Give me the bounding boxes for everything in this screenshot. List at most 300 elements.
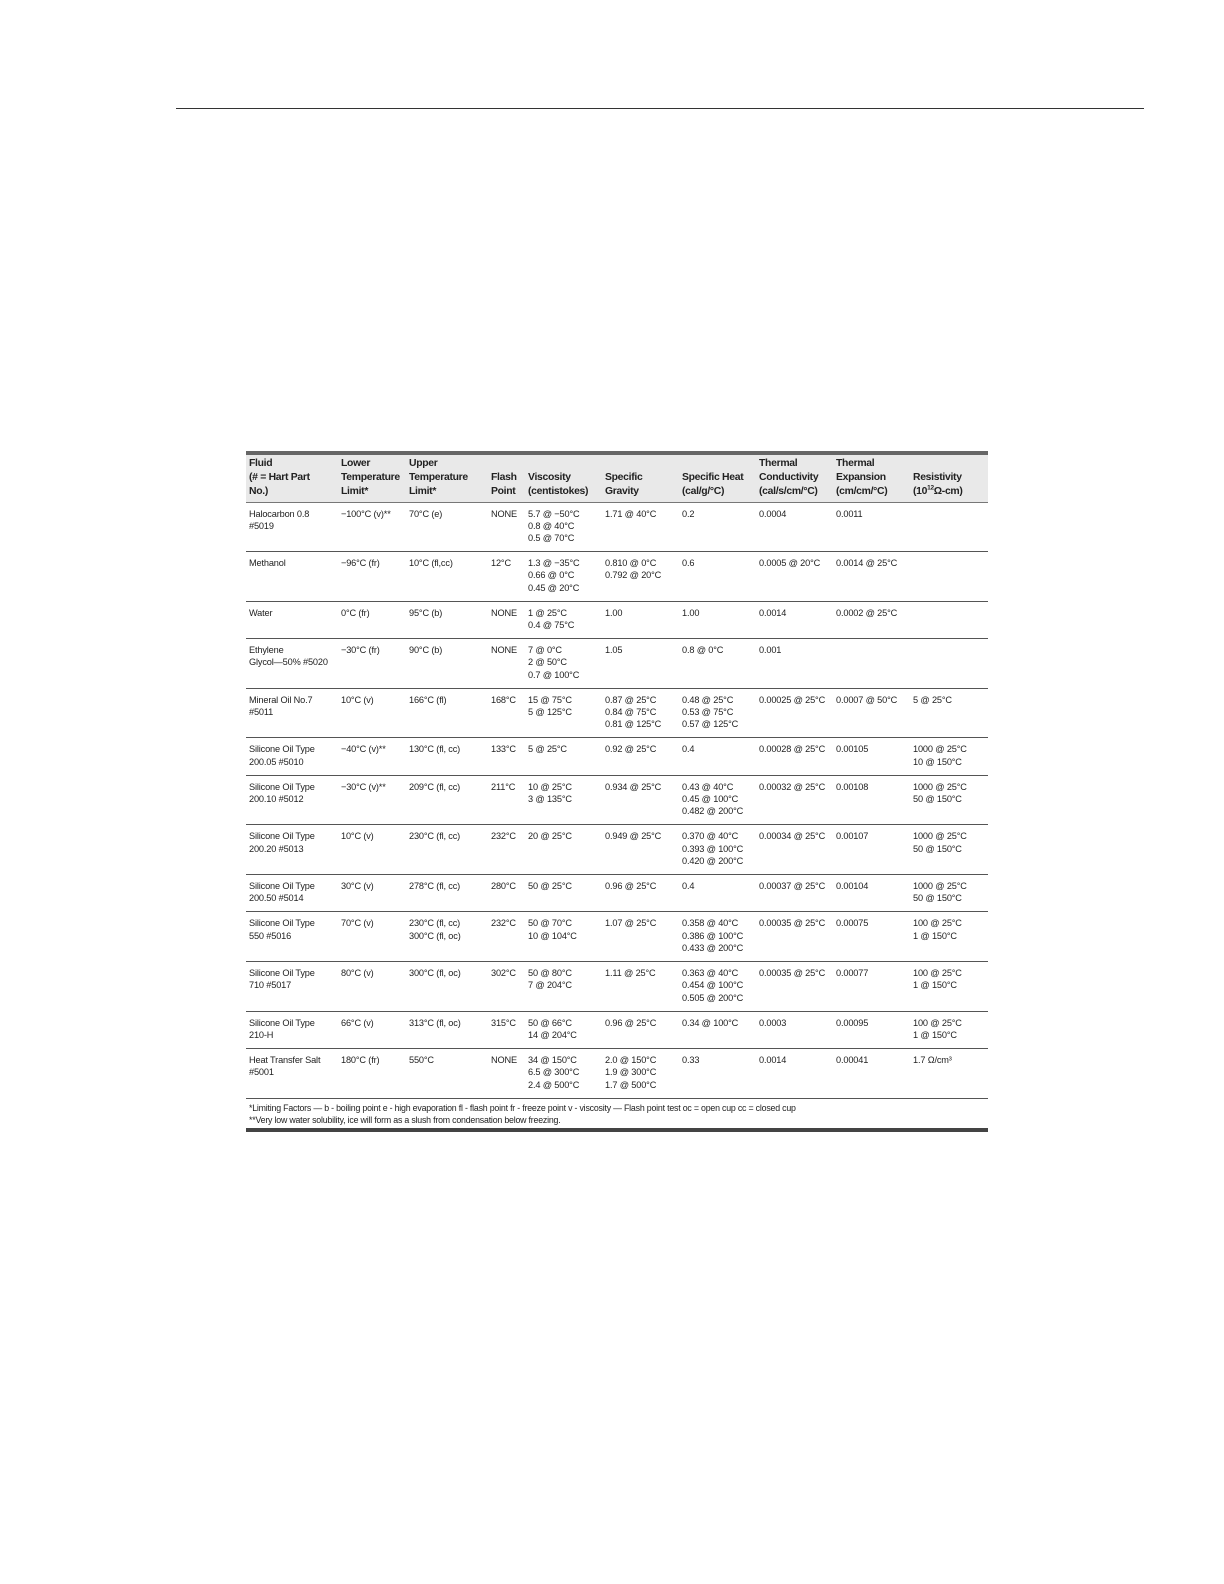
cell-viscosity [525, 962, 602, 1012]
cell-specific-heat [679, 502, 756, 552]
cell-line: Water [249, 607, 273, 618]
cell-upper-limit [406, 775, 488, 825]
column-header-specific-heat: Specific Heat (cal/g/°C) [679, 455, 756, 502]
cell-line: 7 @ 0°C [528, 645, 562, 656]
cell-line: 1000 @ 25°C [913, 781, 967, 792]
cell-viscosity [525, 601, 602, 638]
cell-line: 0.0007 @ 50°C [836, 694, 898, 705]
cell-resistivity [910, 1011, 988, 1048]
cell-line: 0°C (fr) [341, 607, 370, 618]
cell-thermal-expansion [833, 601, 910, 638]
cell-line: #5019 [249, 520, 274, 531]
cell-line: 1.3 @ −35°C [528, 558, 580, 569]
cell-flash-point [488, 688, 525, 738]
cell-line: 0.00034 @ 25°C [759, 831, 826, 842]
cell-line: 133°C [491, 744, 516, 755]
table-row [246, 1049, 988, 1099]
cell-line: 0.0014 [759, 607, 787, 618]
cell-thermal-conductivity [756, 552, 833, 602]
cell-line: 0.8 @ 0°C [682, 645, 724, 656]
cell-line: 14 @ 204°C [528, 1029, 577, 1040]
cell-resistivity [910, 912, 988, 962]
cell-thermal-conductivity [756, 912, 833, 962]
cell-fluid [246, 962, 338, 1012]
cell-specific-gravity [602, 639, 679, 689]
cell-line: 0.00035 @ 25°C [759, 968, 826, 979]
cell-flash-point [488, 962, 525, 1012]
cell-line: 1.00 [605, 607, 623, 618]
cell-flash-point [488, 775, 525, 825]
cell-specific-heat [679, 825, 756, 875]
cell-lower-limit [338, 601, 406, 638]
cell-line: 1.71 @ 40°C [605, 508, 657, 519]
cell-line: 0.934 @ 25°C [605, 781, 662, 792]
cell-line: 0.001 [759, 645, 782, 656]
cell-lower-limit [338, 912, 406, 962]
cell-fluid [246, 738, 338, 775]
cell-specific-gravity [602, 502, 679, 552]
cell-line: 50 @ 80°C [528, 968, 572, 979]
cell-thermal-conductivity [756, 962, 833, 1012]
cell-fluid [246, 825, 338, 875]
cell-line: 0.00028 @ 25°C [759, 744, 826, 755]
cell-flash-point [488, 502, 525, 552]
cell-flash-point [488, 738, 525, 775]
cell-line: 168°C [491, 694, 516, 705]
cell-line: 5 @ 25°C [913, 694, 952, 705]
cell-line: 0.0014 [759, 1055, 787, 1066]
cell-line: 0.810 @ 0°C [605, 558, 657, 569]
cell-line: 2.0 @ 150°C [605, 1055, 657, 1066]
cell-line: Silicone Oil Type [249, 831, 315, 842]
cell-specific-heat [679, 639, 756, 689]
cell-fluid [246, 912, 338, 962]
cell-line: 200.50 #5014 [249, 893, 304, 904]
cell-line: Silicone Oil Type [249, 781, 315, 792]
cell-line: 0.4 @ 75°C [528, 620, 575, 631]
cell-line: 0.433 @ 200°C [682, 942, 744, 953]
cell-line: 550°C [409, 1055, 434, 1066]
cell-line: 1 @ 150°C [913, 930, 957, 941]
cell-viscosity [525, 912, 602, 962]
cell-line: 232°C [491, 831, 516, 842]
cell-line: 0.00077 [836, 968, 869, 979]
cell-line: −30°C (v)** [341, 781, 386, 792]
cell-line: 200.20 #5013 [249, 843, 304, 854]
cell-resistivity [910, 875, 988, 912]
cell-line: 1.07 @ 25°C [605, 918, 657, 929]
fluid-properties-table [246, 455, 988, 1099]
cell-fluid [246, 875, 338, 912]
cell-specific-heat [679, 775, 756, 825]
cell-line: 0.33 [682, 1055, 700, 1066]
cell-line: 1 @ 25°C [528, 607, 567, 618]
cell-line: 10 @ 104°C [528, 930, 577, 941]
cell-line: 550 #5016 [249, 930, 292, 941]
column-header-viscosity: Viscosity (centistokes) [525, 455, 602, 502]
cell-specific-gravity [602, 825, 679, 875]
column-header-lower-temperature-limit: Lower Temperature Limit* [338, 455, 406, 502]
cell-line: 15 @ 75°C [528, 694, 572, 705]
cell-specific-gravity [602, 738, 679, 775]
cell-line: 0.0014 @ 25°C [836, 558, 898, 569]
cell-line: 50 @ 66°C [528, 1017, 572, 1028]
cell-line: 0.4 [682, 744, 695, 755]
cell-line: 1.00 [682, 607, 700, 618]
cell-upper-limit [406, 825, 488, 875]
column-header-fluid: Fluid (# = Hart Part No.) [246, 455, 338, 502]
cell-upper-limit [406, 875, 488, 912]
cell-upper-limit [406, 1049, 488, 1099]
cell-line: NONE [491, 1055, 517, 1066]
cell-flash-point [488, 912, 525, 962]
cell-line: 0.370 @ 40°C [682, 831, 739, 842]
cell-line: 200.10 #5012 [249, 794, 304, 805]
cell-viscosity [525, 825, 602, 875]
table-row [246, 825, 988, 875]
cell-line: 90°C (b) [409, 645, 443, 656]
cell-line: Silicone Oil Type [249, 881, 315, 892]
cell-line: 230°C (fl, cc) [409, 918, 461, 929]
cell-flash-point [488, 825, 525, 875]
cell-line: 0.66 @ 0°C [528, 570, 575, 581]
cell-fluid [246, 639, 338, 689]
cell-line: 0.57 @ 125°C [682, 719, 739, 730]
cell-line: 7 @ 204°C [528, 980, 572, 991]
cell-line: 315°C [491, 1017, 516, 1028]
cell-viscosity [525, 1011, 602, 1048]
cell-specific-gravity [602, 775, 679, 825]
header-rule [176, 108, 1144, 109]
fluid-properties-table-block [246, 451, 988, 1132]
cell-thermal-expansion [833, 688, 910, 738]
cell-line: 50 @ 25°C [528, 881, 572, 892]
cell-line: 3 @ 135°C [528, 794, 572, 805]
cell-line: 0.48 @ 25°C [682, 694, 734, 705]
cell-line: 20 @ 25°C [528, 831, 572, 842]
cell-specific-heat [679, 875, 756, 912]
cell-line: 5.7 @ −50°C [528, 508, 580, 519]
cell-line: 0.53 @ 75°C [682, 707, 734, 718]
cell-upper-limit [406, 738, 488, 775]
cell-specific-gravity [602, 1011, 679, 1048]
table-body [246, 502, 988, 1098]
cell-thermal-expansion [833, 775, 910, 825]
cell-viscosity [525, 775, 602, 825]
cell-fluid [246, 688, 338, 738]
cell-thermal-conductivity [756, 639, 833, 689]
cell-line: 300°C (fl, oc) [409, 968, 461, 979]
cell-fluid [246, 1049, 338, 1099]
cell-resistivity [910, 962, 988, 1012]
cell-viscosity [525, 502, 602, 552]
cell-line: 10 @ 150°C [913, 756, 962, 767]
cell-line: 0.00075 [836, 918, 869, 929]
cell-specific-gravity [602, 601, 679, 638]
cell-line: 209°C (fl, cc) [409, 781, 461, 792]
cell-line: 0.00095 [836, 1017, 869, 1028]
cell-line: 0.00107 [836, 831, 869, 842]
table-row [246, 601, 988, 638]
cell-thermal-expansion [833, 502, 910, 552]
cell-line: Silicone Oil Type [249, 744, 315, 755]
cell-line: 0.81 @ 125°C [605, 719, 662, 730]
cell-thermal-expansion [833, 1049, 910, 1099]
cell-thermal-conductivity [756, 502, 833, 552]
cell-line: 1.05 [605, 645, 623, 656]
table-row [246, 962, 988, 1012]
cell-line: 0.482 @ 200°C [682, 806, 744, 817]
cell-fluid [246, 552, 338, 602]
cell-specific-heat [679, 738, 756, 775]
cell-line: 710 #5017 [249, 980, 292, 991]
cell-resistivity [910, 1049, 988, 1099]
cell-line: 0.92 @ 25°C [605, 744, 657, 755]
cell-specific-heat [679, 912, 756, 962]
cell-line: 0.949 @ 25°C [605, 831, 662, 842]
cell-line: 2.4 @ 500°C [528, 1079, 580, 1090]
cell-line: 313°C (fl, oc) [409, 1017, 461, 1028]
cell-line: 0.0005 @ 20°C [759, 558, 821, 569]
cell-line: −30°C (fr) [341, 645, 380, 656]
cell-thermal-conductivity [756, 688, 833, 738]
cell-specific-gravity [602, 875, 679, 912]
cell-flash-point [488, 639, 525, 689]
cell-line: 95°C (b) [409, 607, 443, 618]
cell-line: 0.0004 [759, 508, 787, 519]
cell-thermal-expansion [833, 639, 910, 689]
column-header-specific-gravity: Specific Gravity [602, 455, 679, 502]
cell-line: 180°C (fr) [341, 1055, 380, 1066]
cell-line: 0.454 @ 100°C [682, 980, 744, 991]
cell-thermal-conductivity [756, 1049, 833, 1099]
cell-upper-limit [406, 601, 488, 638]
cell-line: NONE [491, 645, 517, 656]
table-header-row [246, 455, 988, 502]
table-row [246, 1011, 988, 1048]
cell-line: 232°C [491, 918, 516, 929]
table-row [246, 738, 988, 775]
cell-line: 0.386 @ 100°C [682, 930, 744, 941]
cell-line: 10°C (v) [341, 694, 374, 705]
cell-thermal-conductivity [756, 738, 833, 775]
cell-resistivity [910, 552, 988, 602]
cell-specific-gravity [602, 962, 679, 1012]
cell-line: Silicone Oil Type [249, 968, 315, 979]
cell-line: 0.420 @ 200°C [682, 855, 744, 866]
cell-lower-limit [338, 1011, 406, 1048]
cell-thermal-expansion [833, 552, 910, 602]
cell-line: Heat Transfer Salt [249, 1055, 321, 1066]
cell-line: 100 @ 25°C [913, 968, 962, 979]
cell-line: 0.363 @ 40°C [682, 968, 739, 979]
cell-viscosity [525, 688, 602, 738]
table-row [246, 875, 988, 912]
cell-line: 300°C (fl, oc) [409, 930, 461, 941]
cell-line: Ethylene [249, 645, 284, 656]
cell-line: Glycol—50% #5020 [249, 657, 328, 668]
cell-upper-limit [406, 552, 488, 602]
cell-line: 80°C (v) [341, 968, 374, 979]
cell-line: #5001 [249, 1067, 274, 1078]
cell-lower-limit [338, 738, 406, 775]
cell-line: 0.43 @ 40°C [682, 781, 734, 792]
cell-line: 30°C (v) [341, 881, 374, 892]
cell-viscosity [525, 552, 602, 602]
cell-line: 1000 @ 25°C [913, 744, 967, 755]
cell-line: 166°C (fl) [409, 694, 447, 705]
column-header-upper-temperature-limit: Upper Temperature Limit* [406, 455, 488, 502]
cell-line: 100 @ 25°C [913, 918, 962, 929]
cell-line: 0.45 @ 100°C [682, 794, 739, 805]
cell-resistivity [910, 688, 988, 738]
cell-line: −96°C (fr) [341, 558, 380, 569]
cell-line: 1 @ 150°C [913, 980, 957, 991]
cell-line: 50 @ 70°C [528, 918, 572, 929]
cell-line: 0.96 @ 25°C [605, 1017, 657, 1028]
cell-thermal-conductivity [756, 601, 833, 638]
cell-line: 0.45 @ 20°C [528, 582, 580, 593]
cell-specific-heat [679, 552, 756, 602]
cell-thermal-expansion [833, 875, 910, 912]
cell-line: 0.2 [682, 508, 695, 519]
cell-line: 0.84 @ 75°C [605, 707, 657, 718]
cell-flash-point [488, 601, 525, 638]
cell-lower-limit [338, 688, 406, 738]
table-row [246, 912, 988, 962]
cell-line: 0.0011 [836, 508, 863, 519]
cell-line: 6.5 @ 300°C [528, 1067, 580, 1078]
cell-resistivity [910, 601, 988, 638]
cell-fluid [246, 502, 338, 552]
cell-flash-point [488, 1011, 525, 1048]
cell-line: 0.87 @ 25°C [605, 694, 657, 705]
cell-line: 280°C [491, 881, 516, 892]
cell-viscosity [525, 1049, 602, 1099]
cell-line: 200.05 #5010 [249, 756, 304, 767]
cell-line: 10°C (v) [341, 831, 374, 842]
cell-viscosity [525, 639, 602, 689]
cell-line: −100°C (v)** [341, 508, 391, 519]
cell-line: 0.0002 @ 25°C [836, 607, 898, 618]
cell-thermal-conductivity [756, 775, 833, 825]
table-row [246, 639, 988, 689]
cell-thermal-expansion [833, 1011, 910, 1048]
cell-specific-heat [679, 601, 756, 638]
cell-line: 0.505 @ 200°C [682, 992, 744, 1003]
cell-line: −40°C (v)** [341, 744, 386, 755]
cell-line: 0.5 @ 70°C [528, 533, 575, 544]
cell-line: 1 @ 150°C [913, 1029, 957, 1040]
cell-line: 0.00041 [836, 1055, 869, 1066]
footnote-water-solubility: **Very low water solubility, ice will form as a slush from condensation below freezing. [249, 1114, 561, 1125]
cell-line: 0.00104 [836, 881, 869, 892]
column-header-thermal-expansion: Thermal Expansion (cm/cm/°C) [833, 455, 910, 502]
cell-lower-limit [338, 552, 406, 602]
table-footnotes [246, 1099, 988, 1128]
cell-line: 5 @ 25°C [528, 744, 567, 755]
cell-lower-limit [338, 775, 406, 825]
cell-resistivity [910, 825, 988, 875]
cell-thermal-expansion [833, 912, 910, 962]
cell-line: 66°C (v) [341, 1017, 374, 1028]
cell-specific-heat [679, 688, 756, 738]
cell-specific-heat [679, 1049, 756, 1099]
cell-thermal-expansion [833, 962, 910, 1012]
cell-specific-gravity [602, 912, 679, 962]
cell-line: 12°C [491, 558, 511, 569]
cell-line: 278°C (fl, cc) [409, 881, 461, 892]
cell-line: 0.0003 [759, 1017, 787, 1028]
cell-line: 0.7 @ 100°C [528, 669, 580, 680]
cell-line: Halocarbon 0.8 [249, 508, 310, 519]
cell-thermal-conductivity [756, 825, 833, 875]
cell-viscosity [525, 875, 602, 912]
cell-line: 130°C (fl, cc) [409, 744, 461, 755]
cell-line: 1.11 @ 25°C [605, 968, 656, 979]
cell-line: 0.4 [682, 881, 695, 892]
cell-line: 10 @ 25°C [528, 781, 572, 792]
cell-line: 0.393 @ 100°C [682, 843, 744, 854]
cell-flash-point [488, 552, 525, 602]
cell-lower-limit [338, 639, 406, 689]
cell-upper-limit [406, 688, 488, 738]
cell-upper-limit [406, 962, 488, 1012]
cell-specific-gravity [602, 1049, 679, 1099]
cell-line: 0.358 @ 40°C [682, 918, 739, 929]
cell-flash-point [488, 875, 525, 912]
cell-specific-heat [679, 1011, 756, 1048]
cell-line: 0.00037 @ 25°C [759, 881, 826, 892]
cell-line: #5011 [249, 707, 274, 718]
cell-line: NONE [491, 607, 517, 618]
cell-upper-limit [406, 1011, 488, 1048]
cell-flash-point [488, 1049, 525, 1099]
cell-line: 302°C [491, 968, 516, 979]
cell-fluid [246, 601, 338, 638]
cell-line: 0.8 @ 40°C [528, 520, 575, 531]
cell-line: 211°C [491, 781, 516, 792]
cell-line: 230°C (fl, cc) [409, 831, 461, 842]
cell-line: 0.00035 @ 25°C [759, 918, 826, 929]
cell-line: 5 @ 125°C [528, 707, 572, 718]
cell-line: 0.00108 [836, 781, 869, 792]
cell-line: 1000 @ 25°C [913, 831, 967, 842]
cell-line: 70°C (v) [341, 918, 374, 929]
cell-resistivity [910, 775, 988, 825]
cell-lower-limit [338, 875, 406, 912]
table-row [246, 775, 988, 825]
cell-lower-limit [338, 962, 406, 1012]
cell-line: NONE [491, 508, 517, 519]
table-row [246, 502, 988, 552]
cell-line: Methanol [249, 558, 286, 569]
cell-lower-limit [338, 1049, 406, 1099]
cell-specific-gravity [602, 688, 679, 738]
cell-line: 1.7 @ 500°C [605, 1079, 657, 1090]
column-header-flash-point: Flash Point [488, 455, 525, 502]
cell-line: 70°C (e) [409, 508, 443, 519]
cell-line: 210-H [249, 1029, 274, 1040]
cell-line: 2 @ 50°C [528, 657, 567, 668]
cell-line: 1.7 Ω/cm³ [913, 1055, 952, 1066]
column-header-thermal-conductivity: Thermal Conductivity (cal/s/cm/°C) [756, 455, 833, 502]
table-bottom-bar [246, 1128, 988, 1132]
cell-line: 0.34 @ 100°C [682, 1017, 739, 1028]
footnote-limiting-factors: *Limiting Factors — b - boiling point e - high evaporation fl - flash point fr - freeze point v - viscosity — Flash point test oc = open cup cc = closed cup [249, 1102, 796, 1113]
cell-fluid [246, 1011, 338, 1048]
cell-line: 1000 @ 25°C [913, 881, 967, 892]
